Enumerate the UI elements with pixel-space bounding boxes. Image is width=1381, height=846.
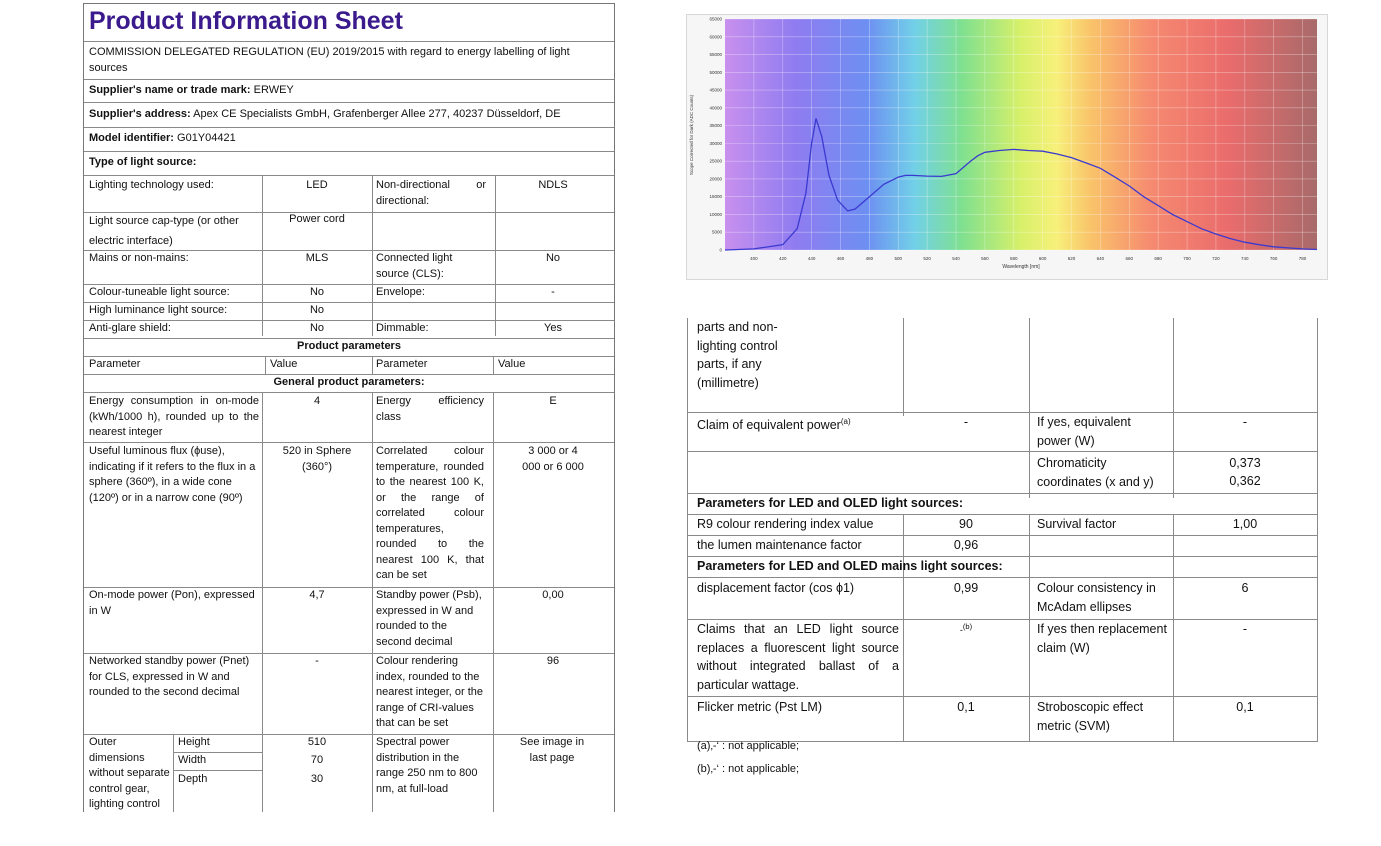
y-tick-label: 35000 bbox=[709, 123, 722, 129]
x-axis-label: Wavelength [nm] bbox=[1002, 264, 1040, 270]
chroma-x: 0,373 bbox=[1229, 456, 1261, 470]
y-tick-label: 65000 bbox=[709, 16, 722, 22]
type-row-mains-label: Mains or non-mains: bbox=[89, 252, 189, 264]
gen-row-cri-label: Colour rendering index, rounded to the nearest integer, or the range of CRI-values that can be set bbox=[376, 655, 484, 729]
gen-row-standby-value: 0,00 bbox=[542, 589, 564, 601]
type-row-tuneable-value: No bbox=[309, 286, 325, 298]
replace-value: - bbox=[1242, 622, 1248, 636]
x-tick-label: 400 bbox=[750, 256, 758, 261]
gen-row-class-value: E bbox=[549, 395, 557, 407]
type-row-luminance-label: High luminance light source: bbox=[89, 304, 228, 316]
dim-depth-value: 30 bbox=[310, 773, 324, 785]
consistency-label: Colour consistency in McAdam ellipses bbox=[1037, 581, 1156, 614]
spd-label: Spectral power distribution in the range 250 nm to 800 nm, at full-load bbox=[376, 736, 478, 795]
dim-depth-label: Depth bbox=[178, 773, 208, 785]
chroma-y: 0,362 bbox=[1229, 474, 1261, 488]
type-row-dimmable-value: Yes bbox=[544, 322, 562, 334]
gen-row-flux-label: Useful luminous flux (ϕuse), indicating if it refers to the flux in a sphere (360º), in a wide cone (120º) or in a narrow cone (90º) bbox=[89, 445, 256, 504]
type-row-directional-label: Non-directional or directional: bbox=[376, 179, 486, 207]
y-tick-label: 15000 bbox=[709, 194, 722, 200]
right-table bbox=[687, 318, 1317, 742]
x-tick-label: 700 bbox=[1183, 256, 1191, 261]
x-tick-label: 720 bbox=[1212, 256, 1220, 261]
footnote-b: (b)‚-‘ : not applicable; bbox=[697, 763, 800, 775]
replace-label: If yes then replacement claim (W) bbox=[1037, 622, 1167, 655]
type-row-cls-value: No bbox=[545, 252, 561, 264]
y-tick-label: 10000 bbox=[709, 211, 722, 217]
gen-row-energy-value: 4 bbox=[313, 395, 321, 407]
led-heading: Parameters for LED and OLED light sources: bbox=[697, 496, 964, 510]
x-tick-label: 640 bbox=[1096, 256, 1105, 261]
gen-row-onmode-label: On-mode power (Pon), expressed in W bbox=[89, 589, 255, 617]
type-row-cap-label: Light source cap-type (or other electric interface) bbox=[89, 215, 239, 247]
r9-label: R9 colour rendering index value bbox=[697, 517, 874, 531]
x-tick-label: 760 bbox=[1269, 256, 1278, 261]
y-tick-label: 5000 bbox=[711, 229, 722, 235]
gen-row-networked-label: Networked standby power (Pnet) for CLS, expressed in W and rounded to the second decimal bbox=[89, 655, 250, 698]
footnote-a: (a)‚-‘ : not applicable; bbox=[697, 740, 800, 752]
type-row-tuneable-label: Colour-tuneable light source: bbox=[89, 286, 230, 298]
y-tick-label: 45000 bbox=[709, 87, 722, 93]
page-title: Product Information Sheet bbox=[89, 7, 403, 35]
gen-row-energy-label: Energy consumption in on-mode (kWh/1000 h), rounded up to the nearest integer bbox=[89, 395, 259, 438]
lumen-label: the lumen maintenance factor bbox=[697, 538, 862, 552]
type-row-antiglare-value: No bbox=[309, 322, 325, 334]
dim-width-value: 70 bbox=[310, 754, 324, 766]
y-tick-label: 0 bbox=[719, 247, 722, 253]
gen-row-networked-value: - bbox=[315, 655, 319, 667]
gen-row-standby-label: Standby power (Psb), expressed in W and rounded to the second decimal bbox=[376, 589, 482, 648]
y-tick-label: 50000 bbox=[709, 69, 722, 75]
gen-row-class-label: Energy efficiency class bbox=[376, 395, 484, 423]
type-row-dimmable-label: Dimmable: bbox=[376, 322, 429, 334]
x-tick-label: 480 bbox=[865, 256, 874, 261]
claim-label: Claim of equivalent power$^{(a)}$ bbox=[697, 417, 851, 433]
claim-value: - bbox=[963, 415, 969, 429]
disp-label: displacement factor (cos ϕ1) bbox=[697, 581, 855, 595]
type-heading: Type of light source: bbox=[89, 156, 197, 168]
type-row-envelope-label: Envelope: bbox=[376, 286, 425, 298]
type-row-tech-value: LED bbox=[306, 179, 328, 191]
header-value-2: Value bbox=[498, 358, 526, 370]
r9-value: 90 bbox=[959, 517, 973, 531]
x-tick-label: 460 bbox=[836, 256, 845, 261]
y-tick-label: 40000 bbox=[709, 105, 722, 111]
y-tick-label: 60000 bbox=[709, 34, 722, 40]
x-tick-label: 680 bbox=[1154, 256, 1162, 261]
gen-row-onmode-value: 4,7 bbox=[309, 589, 325, 601]
type-row-mains-value: MLS bbox=[305, 252, 329, 264]
header-parameter-2: Parameter bbox=[376, 358, 428, 370]
y-tick-label: 30000 bbox=[709, 140, 722, 146]
equiv-label: If yes, equivalent power (W) bbox=[1037, 415, 1131, 448]
x-tick-label: 440 bbox=[807, 256, 816, 261]
gen-row-cct-value: 3 000 or 4 000 or 6 000 bbox=[522, 445, 584, 473]
type-row-cap-value: Power cord bbox=[289, 213, 345, 225]
consistency-value: 6 bbox=[1241, 581, 1249, 595]
x-tick-label: 560 bbox=[981, 256, 989, 261]
type-row-directional-value: NDLS bbox=[538, 179, 568, 191]
type-row-luminance-value: No bbox=[309, 304, 325, 316]
header-parameter: Parameter bbox=[89, 358, 141, 370]
equiv-value: - bbox=[1242, 415, 1248, 429]
x-tick-label: 600 bbox=[1038, 256, 1047, 261]
x-tick-label: 500 bbox=[894, 256, 903, 261]
type-row-cls-label: Connected light source (CLS): bbox=[376, 252, 453, 280]
x-tick-label: 540 bbox=[952, 256, 960, 261]
supplier-name-row: Supplier's name or trade mark: ERWEY bbox=[89, 84, 294, 96]
type-row-antiglare-label: Anti-glare shield: bbox=[89, 322, 171, 334]
x-tick-label: 660 bbox=[1125, 256, 1134, 261]
gen-row-cct-label: Correlated colour temperature, rounded to the nearest 100 K, or the range of correlated colour temperatures, rounded to the nearest 100 K, that can be set bbox=[376, 445, 484, 581]
y-tick-label: 25000 bbox=[709, 158, 722, 164]
spd-value: See image in last page bbox=[519, 736, 585, 764]
supplier-address-row: Supplier's address: Apex CE Specialists GmbH, Grafenberger Allee 277, 40237 Düsseldorf, DE bbox=[89, 108, 561, 120]
x-tick-label: 420 bbox=[778, 256, 787, 261]
y-tick-label: 55000 bbox=[709, 52, 722, 58]
x-tick-label: 580 bbox=[1010, 256, 1018, 261]
regulation-text: COMMISSION DELEGATED REGULATION (EU) 2019/2015 with regard to energy labelling of light sources bbox=[89, 46, 570, 74]
type-row-envelope-value: - bbox=[551, 286, 555, 298]
flicker-label: Flicker metric (Pst LM) bbox=[697, 700, 822, 714]
product-params-heading: Product parameters bbox=[297, 340, 401, 352]
flicker-value: 0,1 bbox=[957, 700, 975, 714]
header-value: Value bbox=[270, 358, 298, 370]
y-tick-label: 20000 bbox=[709, 176, 722, 182]
survival-label: Survival factor bbox=[1037, 517, 1117, 531]
gen-row-cri-value: 96 bbox=[546, 655, 560, 667]
gen-row-flux-value: 520 in Sphere (360°) bbox=[282, 445, 352, 473]
disp-value: 0,99 bbox=[953, 581, 979, 595]
claims-label: Claims that an LED light source replaces a fluorescent light source without integrated ballast of a particular wattage. bbox=[697, 622, 899, 692]
x-tick-label: 740 bbox=[1241, 256, 1249, 261]
model-row: Model identifier: G01Y04421 bbox=[89, 132, 236, 144]
cont-text: parts and non-lighting control parts, if any (millimetre) bbox=[697, 320, 778, 390]
type-row-tech-label: Lighting technology used: bbox=[89, 179, 214, 191]
mains-heading: Parameters for LED and OLED mains light sources: bbox=[697, 559, 1003, 573]
y-axis-label: Scope Corrected for Dark (ADC Counts) bbox=[689, 94, 694, 176]
spectrum-plot bbox=[687, 15, 1327, 279]
product-info-sheet bbox=[83, 3, 615, 812]
x-tick-label: 520 bbox=[923, 256, 931, 261]
dim-label: Outer dimensions without separate control gear, lighting control bbox=[89, 736, 170, 810]
dim-height-value: 510 bbox=[307, 736, 327, 748]
lumen-value: 0,96 bbox=[953, 538, 979, 552]
general-params-heading: General product parameters: bbox=[273, 376, 425, 388]
chroma-label: Chromaticity coordinates (x and y) bbox=[1037, 456, 1154, 489]
x-tick-label: 620 bbox=[1067, 256, 1076, 261]
strobo-label: Stroboscopic effect metric (SVM) bbox=[1037, 700, 1144, 733]
claims-value: -$^{(b)}$ bbox=[959, 622, 973, 635]
dim-width-label: Width bbox=[178, 754, 207, 766]
strobo-value: 0,1 bbox=[1236, 700, 1254, 714]
x-tick-label: 780 bbox=[1298, 256, 1307, 261]
survival-value: 1,00 bbox=[1232, 517, 1258, 531]
spectrum-chart bbox=[686, 14, 1328, 280]
dim-height-label: Height bbox=[178, 736, 210, 748]
